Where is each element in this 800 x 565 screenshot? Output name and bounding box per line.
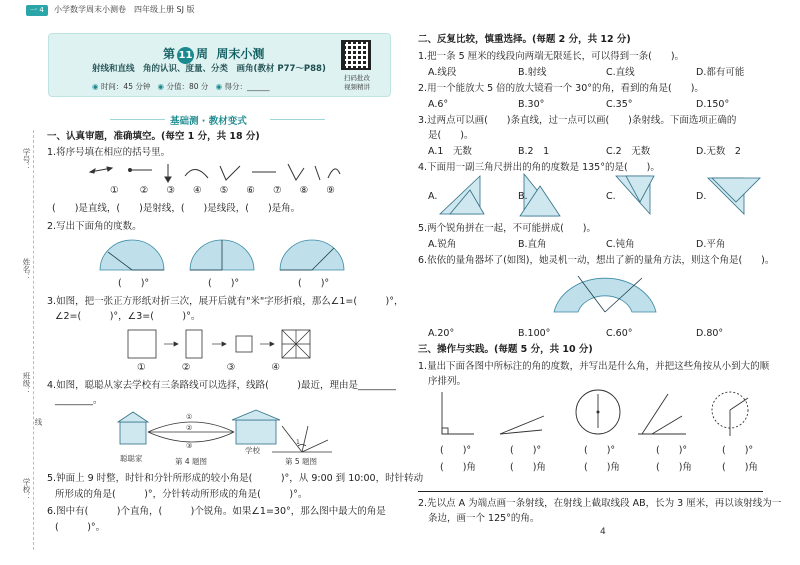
series-title: 小学数学周末小测卷 四年级上册 SJ 版 <box>54 5 195 14</box>
margin-school: 学校： <box>22 478 31 501</box>
p1-q2-blank-2[interactable]: ( )° <box>208 278 240 289</box>
p2-q5-opt-c[interactable]: C.钝角 <box>606 239 635 250</box>
p2-q4-opt-d[interactable]: D. <box>696 191 707 202</box>
p3-q2-line2: 条边，画一个 125°的角。 <box>428 513 540 524</box>
p3-q1-kind-3[interactable]: ( )角 <box>584 462 620 473</box>
p1-q2-stem: 2.写出下面角的度数。 <box>47 221 142 232</box>
fig-label: ① <box>110 185 119 196</box>
section-rule-left <box>110 119 165 120</box>
q5-angle-figure <box>272 424 332 454</box>
angle-figures <box>438 386 758 438</box>
p2-q1-opt-c[interactable]: C.直线 <box>606 67 635 78</box>
binding-dashed-line <box>33 130 34 550</box>
p2-q3-opt-b[interactable]: B.2 1 <box>518 146 550 157</box>
p3-q1-deg-1[interactable]: ( )° <box>440 445 472 456</box>
p3-q1-line1: 1.量出下面各图中所标注的角的度数，并写出是什么角，并把这些角按从小到大的顺 <box>418 361 770 372</box>
paper-fold-figures <box>128 328 318 360</box>
p1-q5-line2: 所形成的角是( )°，分针转动所形成的角是( )°。 <box>55 489 308 500</box>
test-title: 周末小测 <box>216 47 265 61</box>
p2-q2-stem: 2.用一个能放大 5 倍的放大镜看一个 30°的角，看到的角是( )。 <box>418 83 704 94</box>
step-label: ① <box>137 362 146 373</box>
p1-q3-labels <box>137 361 327 374</box>
score-field: 得分：______ <box>224 82 270 91</box>
p1-q6-line2: ( )°。 <box>55 522 106 533</box>
meta-row <box>92 80 270 93</box>
part2-heading: 二、反复比较，慎重选择。(每题 2 分，共 12 分) <box>418 34 631 45</box>
svg-text:①: ① <box>186 413 193 421</box>
p2-q1-opt-a[interactable]: A.线段 <box>428 67 457 78</box>
p2-q1-opt-b[interactable]: B.射线 <box>518 67 547 78</box>
clock-icon: ◉ <box>92 82 99 91</box>
fig-label: ⑤ <box>219 185 229 196</box>
margin-student-number: 学号： <box>22 148 31 171</box>
broken-protractor-figure <box>550 268 660 318</box>
p2-q3-opt-a[interactable]: A.1 无数 <box>428 146 472 157</box>
qr-code-pattern <box>345 44 367 66</box>
p3-q1-kind-2[interactable]: ( )角 <box>510 462 546 473</box>
step-label: ③ <box>226 362 236 373</box>
p2-q5-opt-b[interactable]: B.直角 <box>518 239 547 250</box>
p2-q6-opt-a[interactable]: A.20° <box>428 328 455 339</box>
fig-label: ⑦ <box>272 185 282 196</box>
topic-subtitle: 射线和直线 角的认识、度量、分类 画角(教材 P77～P88) <box>92 64 326 74</box>
fig-label: ③ <box>166 185 175 196</box>
p2-q4-stem: 4.下面用一副三角尺拼出的角的度数是 135°的是( )。 <box>418 162 660 173</box>
margin-cut-line: 线 <box>34 418 43 426</box>
week-suffix: 周 <box>196 47 209 61</box>
p1-q3-line2: ∠2=( )°，∠3=( )°。 <box>55 311 201 322</box>
p1-q1-labels <box>110 184 360 197</box>
p2-q3-opt-d[interactable]: D.无数 2 <box>696 146 741 157</box>
p1-q1-figures <box>90 162 340 184</box>
week-title <box>163 45 264 64</box>
time-limit: 时间：45 分钟 <box>100 82 151 91</box>
p2-q3-line1: 3.过两点可以画( )条直线，过一点可以画( )条射线。下面选项正确的 <box>418 115 737 126</box>
part3-heading: 三、操作与实践。(每题 5 分，共 10 分) <box>418 344 593 355</box>
total-score: 分值：80 分 <box>166 82 209 91</box>
step-label: ④ <box>271 362 280 373</box>
qr-caption: 扫码批改 视频精讲 <box>344 74 370 91</box>
p1-q4-school-label: 学校 <box>245 446 260 455</box>
p2-q4-opt-b[interactable]: B. <box>518 191 528 202</box>
fig-label: ④ <box>192 185 202 196</box>
p1-q3-line1: 3.如图，把一张正方形纸对折三次，展开后就有"米"字形折痕，那么∠1=( )°， <box>47 296 404 307</box>
p1-q1-stem: 1.将序号填在相应的括号里。 <box>47 147 171 158</box>
p1-q4-line2: ________。 <box>55 395 103 406</box>
p2-q4-opt-c[interactable]: C. <box>606 191 616 202</box>
p2-q4-opt-a[interactable]: A. <box>428 191 438 202</box>
p1-q5-caption: 第 5 题图 <box>285 457 318 466</box>
p3-q1-kind-1[interactable]: ( )角 <box>440 462 476 473</box>
p2-q1-stem: 1.把一条 5 厘米的线段向两端无限延长，可以得到一条( )。 <box>418 51 685 62</box>
p2-q6-opt-d[interactable]: D.80° <box>696 328 724 339</box>
svg-text:1: 1 <box>296 439 300 446</box>
section-basic-title: 基础测 · 教材变式 <box>170 116 247 127</box>
p2-q6-opt-c[interactable]: C.60° <box>606 328 633 339</box>
p3-q1-deg-5[interactable]: ( )° <box>722 445 754 456</box>
brand-tag: 一 4 <box>26 5 48 16</box>
protractor-figures <box>100 238 360 274</box>
p2-q2-opt-c[interactable]: C.35° <box>606 99 633 110</box>
fig-label: ⑧ <box>299 185 309 196</box>
result-icon: ◉ <box>215 82 223 91</box>
section-rule-right <box>270 119 325 120</box>
p2-q5-opt-a[interactable]: A.锐角 <box>428 239 457 250</box>
page-number: 4 <box>600 527 606 537</box>
p2-q2-opt-a[interactable]: A.6° <box>428 99 449 110</box>
svg-text:②: ② <box>186 424 193 432</box>
part1-heading: 一、认真审题，准确填空。(每空 1 分，共 18 分) <box>47 131 260 142</box>
p1-q4-line1: 4.如图，聪聪从家去学校有三条路线可以选择，线路( )最近，理由是________ <box>47 380 396 391</box>
p2-q2-opt-b[interactable]: B.30° <box>518 99 545 110</box>
svg-text:③: ③ <box>186 442 193 450</box>
fig-label: ② <box>139 185 149 196</box>
fig-label: ⑥ <box>246 185 255 196</box>
week-number: 11 <box>177 47 194 64</box>
step-label: ② <box>181 362 191 373</box>
p2-q2-opt-d[interactable]: D.150° <box>696 99 730 110</box>
p3-q1-kind-5[interactable]: ( )角 <box>722 462 758 473</box>
p1-q5-line1: 5.钟面上 9 时整，时针和分针所形成的较小角是( )°，从 9:00 到 10:00，时针转动 <box>47 473 424 484</box>
score-icon: ◉ <box>157 82 165 91</box>
p3-q1-deg-2[interactable]: ( )° <box>510 445 542 456</box>
margin-class: 班级： <box>22 372 31 395</box>
p3-q1-deg-4[interactable]: ( )° <box>656 445 688 456</box>
answer-divider <box>418 491 763 492</box>
p3-q1-line2: 序排列。 <box>428 376 467 387</box>
p2-q5-opt-d[interactable]: D.平角 <box>696 239 726 250</box>
p1-q2-blank-3[interactable]: ( )° <box>298 278 330 289</box>
p1-q2-blank-1[interactable]: ( )° <box>118 278 150 289</box>
p3-q1-kind-4[interactable]: ( )角 <box>656 462 692 473</box>
p3-q1-deg-3[interactable]: ( )° <box>584 445 616 456</box>
p2-q6-opt-b[interactable]: B.100° <box>518 328 551 339</box>
p2-q3-line2: 是( )。 <box>428 130 474 141</box>
week-prefix: 第 <box>163 47 176 61</box>
p1-q6-line1: 6.图中有( )个直角，( )个锐角。如果∠1=30°，那么图中最大的角是 <box>47 506 386 517</box>
p3-q2-line1: 2.先以点 A 为端点画一条射线，在射线上截取线段 AB，长为 3 厘米，再以该射线为一 <box>418 498 782 509</box>
p1-q4-home-label: 聪聪家 <box>120 454 143 463</box>
p1-q4-caption: 第 4 题图 <box>175 457 208 466</box>
fig-label: ⑨ <box>326 185 335 196</box>
p2-q5-stem: 5.两个锐角拼在一起，不可能拼成( )。 <box>418 223 596 234</box>
set-square-figures <box>440 172 770 218</box>
margin-student-name: 姓名： <box>22 258 31 281</box>
p2-q6-stem: 6.依依的量角器坏了(如图)，她灵机一动，想出了新的量角方法，则这个角是( )。 <box>418 255 775 266</box>
p2-q1-opt-d[interactable]: D.都有可能 <box>696 67 745 78</box>
p1-q1-answer: ( )是直线，( )是射线，( )是线段，( )是角。 <box>52 203 301 214</box>
p2-q3-opt-c[interactable]: C.2 无数 <box>606 146 651 157</box>
